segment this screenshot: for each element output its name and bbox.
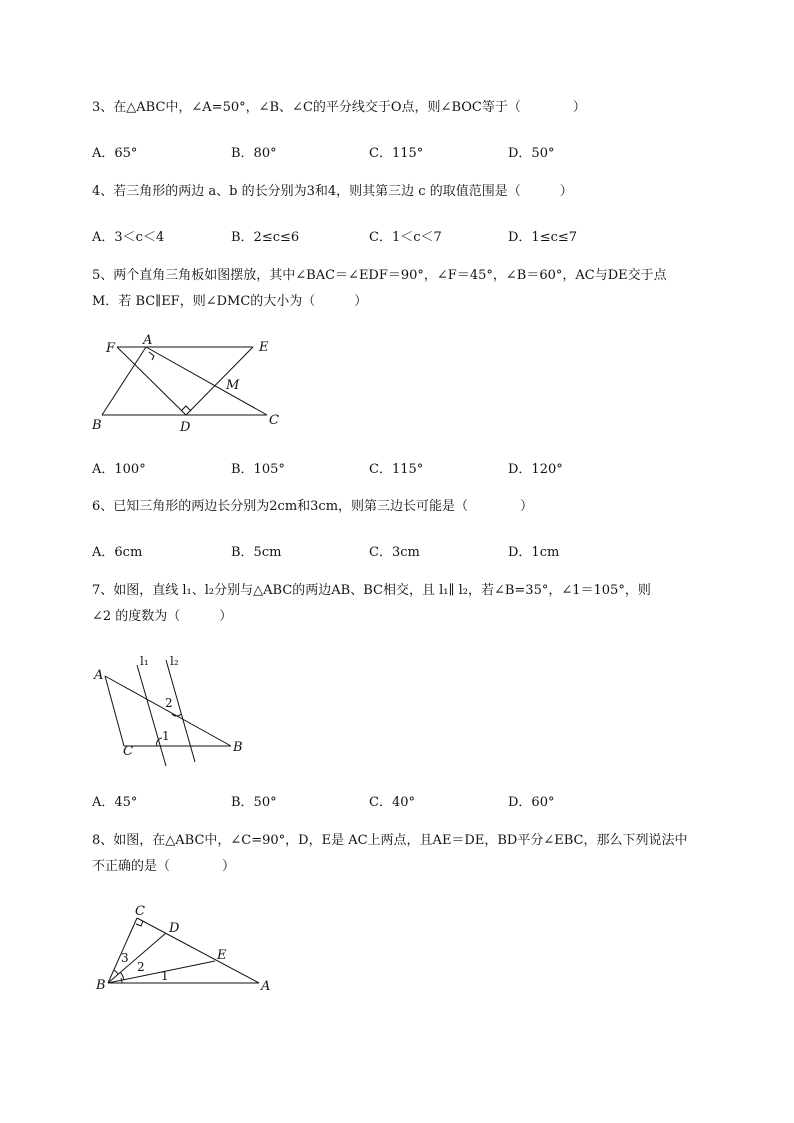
option-b[interactable]: B．50° [231, 795, 277, 810]
option-a[interactable]: A．3＜c＜4 [92, 230, 165, 245]
label-angle-2: 2 [165, 696, 173, 710]
label-a: A [94, 668, 104, 683]
label-c: C [135, 904, 145, 919]
label-m: M [226, 378, 240, 393]
option-a[interactable]: A．65° [92, 146, 138, 161]
option-a[interactable]: A．6cm [92, 545, 143, 560]
label-c: C [123, 744, 133, 759]
label-angle-2: 2 [137, 960, 145, 974]
stem-line: ∠2 的度数为（ ） [92, 609, 233, 624]
angle-3-arc [114, 970, 118, 974]
label-e: E [259, 340, 269, 355]
label-c: C [269, 413, 279, 428]
label-e: E [217, 948, 227, 963]
label-d: D [180, 420, 191, 435]
label-a: A [143, 333, 153, 348]
option-d[interactable]: D．60° [508, 795, 555, 810]
label-angle-1: 1 [161, 969, 169, 983]
option-b[interactable]: B．5cm [231, 545, 282, 560]
option-b[interactable]: B．105° [231, 462, 285, 477]
option-a[interactable]: A．45° [92, 795, 138, 810]
option-b[interactable]: B．2≤c≤6 [231, 230, 300, 245]
option-d[interactable]: D．1cm [508, 545, 560, 560]
label-d: D [169, 921, 180, 936]
stem-line: M．若 BC∥EF，则∠DMC的大小为（ ） [92, 294, 368, 309]
stem-line: 7、如图，直线 l₁、l₂分别与△ABC的两边AB、BC相交，且 l₁∥ l₂，若∠B=35°，∠1＝105°，则 [92, 583, 651, 598]
option-c[interactable]: C．1＜c＜7 [369, 230, 442, 245]
label-b: B [96, 978, 106, 993]
stem-line: 5、两个直角三角板如图摆放，其中∠BAC＝∠EDF＝90°，∠F＝45°，∠B＝60°，AC与DE交于点 [92, 268, 667, 283]
label-l2: l₂ [170, 654, 179, 668]
label-l1: l₁ [140, 654, 149, 668]
stem-line: 不正确的是（ ） [92, 859, 236, 874]
option-c[interactable]: C．40° [369, 795, 415, 810]
option-d[interactable]: D．50° [508, 146, 555, 161]
option-d[interactable]: D．1≤c≤7 [508, 230, 578, 245]
label-a: A [261, 979, 271, 994]
stem-line: 8、如图，在△ABC中，∠C=90°，D，E是 AC上两点，且AE＝DE，BD平分∠EBC，那么下列说法中 [92, 833, 688, 848]
angle-2-arc [120, 972, 124, 980]
option-c[interactable]: C．115° [369, 462, 424, 477]
option-c[interactable]: C．3cm [369, 545, 420, 560]
label-f: F [106, 341, 116, 356]
stem-line: 4、若三角形的两边 a、b 的长分别为3和4，则其第三边 c 的取值范围是（ ） [92, 184, 573, 199]
label-b: B [233, 740, 243, 755]
line-BD [108, 933, 166, 983]
label-angle-3: 3 [121, 951, 129, 965]
option-b[interactable]: B．80° [231, 146, 277, 161]
option-c[interactable]: C．115° [369, 146, 424, 161]
option-a[interactable]: A．100° [92, 462, 146, 477]
label-angle-1: 1 [162, 729, 170, 743]
right-angle-mark-c [136, 921, 143, 926]
stem-line: 3、在△ABC中，∠A=50°，∠B、∠C的平分线交于O点，则∠BOC等于（ ） [92, 100, 586, 115]
option-d[interactable]: D．120° [508, 462, 563, 477]
stem-line: 6、已知三角形的两边长分别为2cm和3cm，则第三边长可能是（ ） [92, 499, 534, 514]
label-b: B [92, 418, 102, 433]
